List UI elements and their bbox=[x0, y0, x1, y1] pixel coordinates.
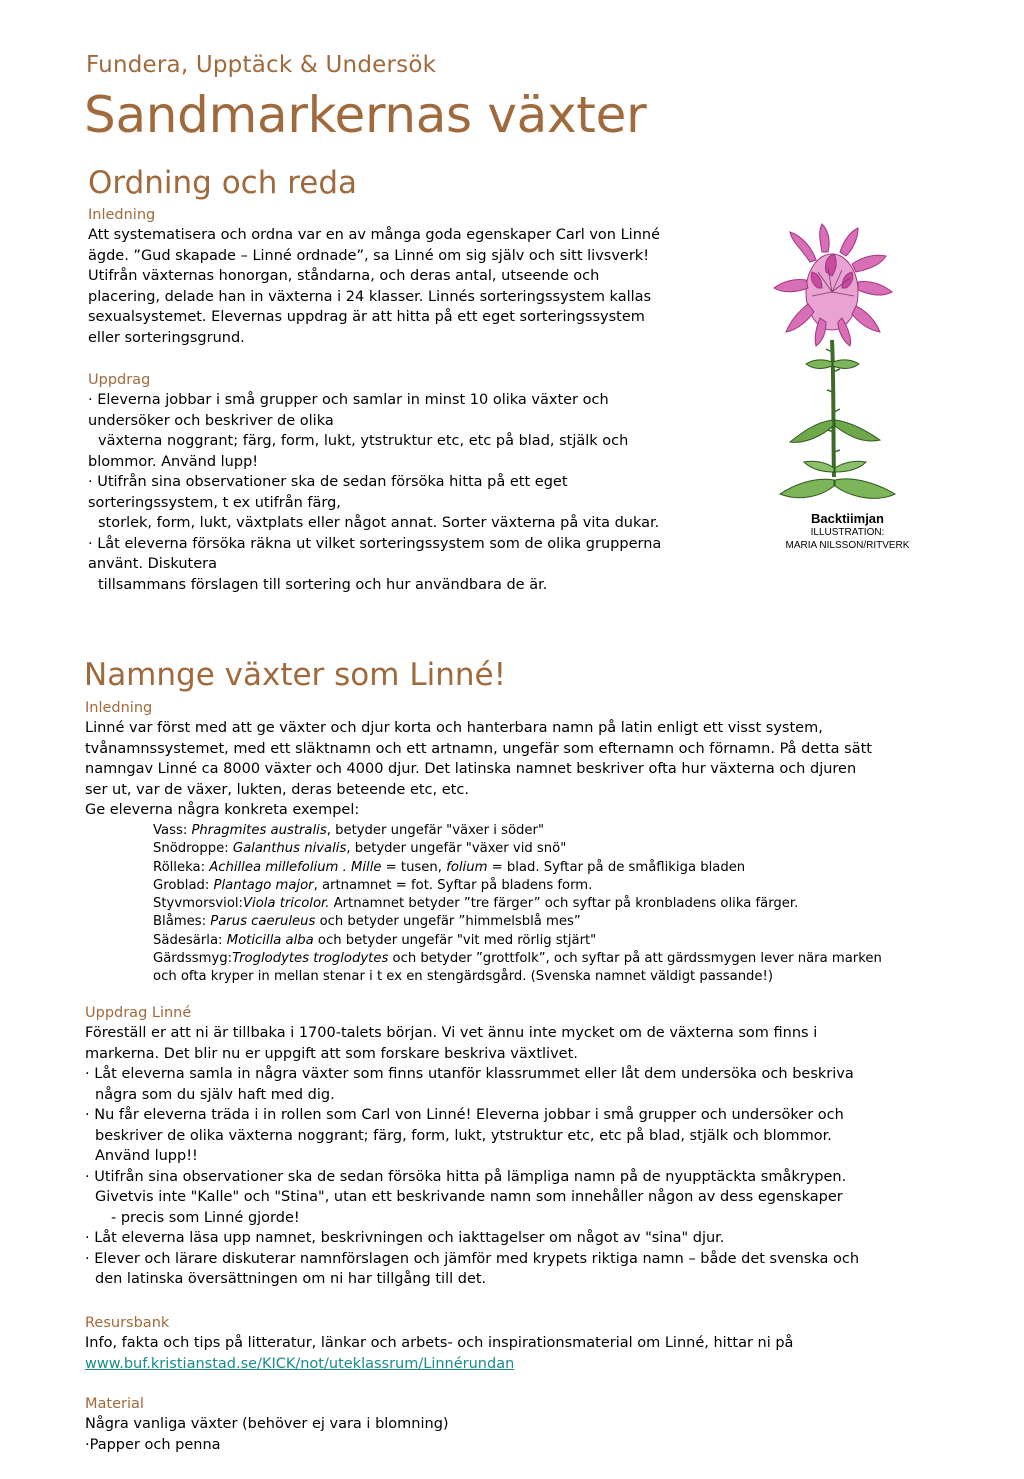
text-line: Ge eleverna några konkreta exempel: bbox=[85, 802, 360, 818]
text-line: tillsammans förslagen till sortering och hur användbara de är. bbox=[98, 576, 548, 593]
figure-credit: MARIA NILSSON/RITVERK bbox=[785, 540, 910, 551]
text-line: några som du själv haft med dig. bbox=[95, 1086, 335, 1103]
text-line: beskriver de olika växterna noggrant; färg, form, lukt, ytstruktur etc, etc på blad, stjälk och blommor. bbox=[95, 1127, 832, 1144]
material-text bbox=[85, 1414, 965, 1455]
text-line: placering, delade han in växterna i 24 klasser. Linnés sorteringssystem kallas bbox=[88, 288, 652, 305]
section-heading-namnge: Namnge växter som Linné! bbox=[84, 657, 506, 693]
text-line: · Elever och lärare diskuterar namnförslagen och jämför med krypets riktiga namn – både det svenska och bbox=[85, 1250, 860, 1267]
task-text bbox=[88, 390, 748, 595]
section2-intro bbox=[85, 698, 965, 821]
section1-task bbox=[88, 370, 748, 595]
intro-label: Inledning bbox=[88, 207, 156, 223]
task-label: Uppdrag bbox=[88, 372, 151, 388]
text-line: - precis som Linné gjorde! bbox=[111, 1209, 300, 1226]
material-label: Material bbox=[85, 1396, 144, 1412]
text-line: · Låt eleverna samla in några växter som finns utanför klassrummet eller låt dem undersöka och beskriva bbox=[85, 1066, 854, 1082]
text-line: storlek, form, lukt, växtplats eller något annat. Sorter växterna på vita dukar. bbox=[98, 515, 660, 531]
example-item: Blåmes: Parus caeruleus och betyder ungefär ”himmelsblå mes” bbox=[153, 914, 581, 930]
figure-credit: ILLUSTRATION: bbox=[810, 527, 885, 538]
intro-label: Inledning bbox=[85, 700, 153, 716]
text-line: Några vanliga växter (behöver ej vara i blomning) bbox=[85, 1416, 449, 1432]
text-line: ser ut, var de växer, lukten, deras beteende etc, etc. bbox=[85, 781, 469, 798]
example-item: Rölleka: Achillea millefolium . Mille = tusen, folium = blad. Syftar på de småflikiga bladen bbox=[153, 859, 746, 875]
section2-task bbox=[85, 1003, 965, 1290]
task-text bbox=[85, 1023, 965, 1290]
text-line: Att systematisera och ordna var en av många goda egenskaper Carl von Linné bbox=[88, 227, 660, 243]
figure-title: Backtiimjan bbox=[811, 511, 884, 526]
resource-label: Resursbank bbox=[85, 1315, 170, 1331]
figure-caption bbox=[745, 511, 950, 552]
section1-intro bbox=[88, 205, 728, 348]
intro-text bbox=[85, 718, 965, 821]
text-line: Föreställ er att ni är tillbaka i 1700-talets början. Vi vet ännu inte mycket om de växterna som finns i bbox=[85, 1025, 818, 1041]
material-section bbox=[85, 1394, 965, 1455]
intro-text bbox=[88, 225, 728, 348]
text-line: använt. Diskutera bbox=[88, 556, 217, 572]
section-heading-ordning: Ordning och reda bbox=[88, 165, 358, 201]
text-line: sexualsystemet. Elevernas uppdrag är att hitta på ett eget sorteringssystem bbox=[88, 309, 645, 325]
text-line: Använd lupp!! bbox=[95, 1148, 198, 1164]
example-item: Vass: Phragmites australis, betyder ungefär "växer i söder" bbox=[153, 823, 545, 838]
text-line: eller sorteringsgrund. bbox=[88, 329, 245, 346]
examples-list bbox=[153, 822, 953, 987]
text-line: Linné var först med att ge växter och djur korta och hanterbara namn på latin enligt ett visst system, bbox=[85, 720, 823, 736]
text-line: · Låt eleverna läsa upp namnet, beskrivningen och iakttagelser om något av "sina" djur. bbox=[85, 1230, 725, 1246]
page-kicker: Fundera, Upptäck & Undersök bbox=[86, 52, 437, 78]
text-line: · Låt eleverna försöka räkna ut vilket sorteringssystem som de olika grupperna bbox=[88, 535, 662, 552]
example-item: Styvmorsviol:Viola tricolor. Artnamnet betyder ”tre färger” och syftar på kronbladens olika färger. bbox=[153, 896, 799, 912]
text-line: sorteringssystem, t ex utifrån färg, bbox=[88, 494, 341, 511]
text-line: ·Papper och penna bbox=[85, 1436, 221, 1453]
resource-link[interactable]: www.buf.kristianstad.se/KICK/not/uteklassrum/Linnérundan bbox=[85, 1355, 515, 1372]
text-line: tvånamnssystemet, med ett släktnamn och ett artnamn, ungefär som efternamn och förnamn. På detta sätt bbox=[85, 740, 872, 757]
resource-text: Info, fakta och tips på litteratur, länkar och arbets- och inspirationsmaterial om Linné, hittar ni på bbox=[85, 1335, 794, 1351]
example-item: Groblad: Plantago major, artnamnet = fot. Syftar på bladens form. bbox=[153, 877, 593, 893]
text-line: blommor. Använd lupp! bbox=[88, 453, 259, 470]
text-line: växterna noggrant; färg, form, lukt, ytstruktur etc, etc på blad, stjälk och bbox=[98, 433, 629, 449]
text-line: undersöker och beskriver de olika bbox=[88, 412, 334, 429]
text-line: namngav Linné ca 8000 växter och 4000 djur. Det latinska namnet beskriver ofta hur växterna och djuren bbox=[85, 761, 857, 777]
text-line: · Utifrån sina observationer ska de sedan försöka hitta på ett eget bbox=[88, 474, 568, 490]
example-item: Gärdssmyg:Troglodytes troglodytes och betyder ”grottfolk”, och syftar på att gärdssmygen lever nära marken bbox=[153, 951, 882, 967]
text-line: Utifrån växternas honorgan, ståndarna, och deras antal, utseende och bbox=[88, 268, 600, 284]
text-line: Givetvis inte "Kalle" och "Stina", utan ett beskrivande namn som innehåller någon av dess egenskaper bbox=[95, 1189, 843, 1205]
resource-section bbox=[85, 1313, 965, 1374]
text-line: · Utifrån sina observationer ska de sedan försöka hitta på lämpliga namn på de nyupptäckta småkrypen. bbox=[85, 1168, 847, 1185]
task-label: Uppdrag Linné bbox=[85, 1005, 192, 1021]
example-item: och ofta kryper in mellan stenar i t ex en stengärdsgård. (Svenska namnet väldigt passande!) bbox=[153, 969, 773, 985]
text-line: ägde. ”Gud skapade – Linné ordnade”, sa Linné om sig själv och sitt livsverk! bbox=[88, 247, 650, 264]
page-title: Sandmarkernas växter bbox=[84, 86, 647, 144]
text-line: den latinska översättningen om ni har tillgång till det. bbox=[95, 1271, 487, 1287]
example-item: Snödroppe: Galanthus nivalis, betyder ungefär "växer vid snö" bbox=[153, 841, 567, 857]
example-item: Sädesärla: Moticilla alba och betyder ungefär "vit med rörlig stjärt" bbox=[153, 932, 597, 948]
text-line: · Eleverna jobbar i små grupper och samlar in minst 10 olika växter och bbox=[88, 392, 609, 408]
backtimjan-illustration-icon bbox=[760, 222, 935, 516]
text-line: · Nu får eleverna träda i in rollen som Carl von Linné! Eleverna jobbar i små grupper och undersöker och bbox=[85, 1107, 844, 1123]
text-line: markerna. Det blir nu er uppgift att som forskare beskriva växtlivet. bbox=[85, 1045, 578, 1062]
